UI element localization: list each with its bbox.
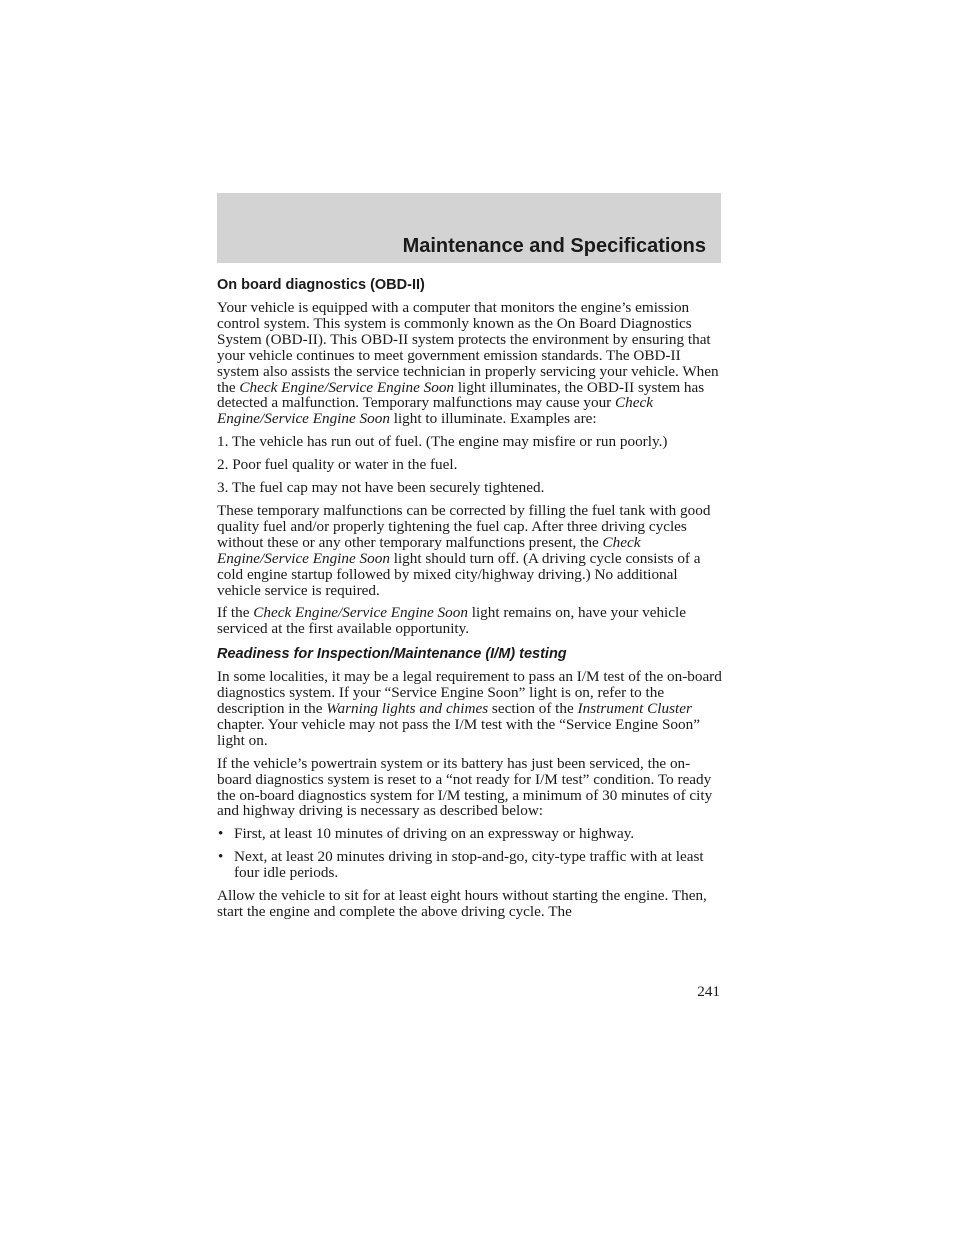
italic-term: Check Engine/Service Engine Soon [239,378,455,396]
paragraph-temporary-malfunctions: These temporary malfunctions can be corrected by filling the fuel tank with good quality fuel and/or properly tightening the fuel cap. After three driving cycles without these or any other temporary malfunctions present, the Check Engine/Service Engine Soon light should turn off. (A driving cycle consists of a cold engine startup followed by mixed city/highway driving.) No additional vehicle service is required. [217,501,711,599]
italic-term: Warning lights and chimes [326,700,489,718]
list-item: 1. The vehicle has run out of fuel. (The engine may misfire or run poorly.) [217,433,668,451]
section-heading-readiness: Readiness for Inspection/Maintenance (I/M) testing [217,646,567,663]
chapter-header [217,193,721,263]
paragraph-powertrain-reset: If the vehicle’s powertrain system or its battery has just been serviced, the on-board diagnostics system is reset to a “not ready for I/M test” condition. To ready the on-board diagnostics system for I/M testing, a minimum of 30 minutes of city and highway driving is necessary as described below: [217,754,713,820]
list-item: 3. The fuel cap may not have been securely tightened. [217,479,545,497]
italic-term: Check Engine/Service Engine Soon [217,533,641,567]
bullet-item: • Next, at least 20 minutes driving in stop-and-go, city-type traffic with at least four idle periods. [218,848,704,882]
paragraph-light-remains-on: If the Check Engine/Service Engine Soon light remains on, have your vehicle serviced at the first available opportunity. [217,604,686,638]
paragraph-allow-vehicle-sit: Allow the vehicle to sit for at least eight hours without starting the engine. Then, start the engine and complete the above driving cycle. The [217,887,707,920]
bullet-icon: • [218,825,224,843]
italic-term: Check Engine/Service Engine Soon [217,394,653,428]
italic-term: Instrument Cluster [577,700,692,718]
list-item: 2. Poor fuel quality or water in the fuel. [217,456,458,474]
paragraph-obd-intro: Your vehicle is equipped with a computer that monitors the engine’s emission control system. This system is commonly known as the On Board Diagnostics System (OBD-II). This OBD-II system protects the environment by ensuring that your vehicle continues to meet government emission standards. The OBD-II system also assists the service technician in properly servicing your vehicle. When the Check Engine/Service Engine Soon light illuminates, the OBD-II system has detected a malfunction. Temporary malfunctions may cause your Check Engine/Service Engine Soon light to illuminate. Examples are: [217,299,719,428]
page-content [217,277,723,927]
bullet-item: • First, at least 10 minutes of driving on an expressway or highway. [218,825,635,843]
paragraph-im-test: In some localities, it may be a legal requirement to pass an I/M test of the on-board diagnostics system. If your “Service Engine Soon” light is on, refer to the description in the Warning lights and chimes section of the Instrument Cluster chapter. Your vehicle may not pass the I/M test with the “Service Engine Soon” light on. [217,668,722,749]
section-heading-obd: On board diagnostics (OBD-II) [217,277,425,293]
chapter-title: Maintenance and Specifications [402,235,706,257]
page-number: 241 [697,983,720,1000]
bullet-icon: • [218,848,224,866]
italic-term: Check Engine/Service Engine Soon [253,604,468,622]
